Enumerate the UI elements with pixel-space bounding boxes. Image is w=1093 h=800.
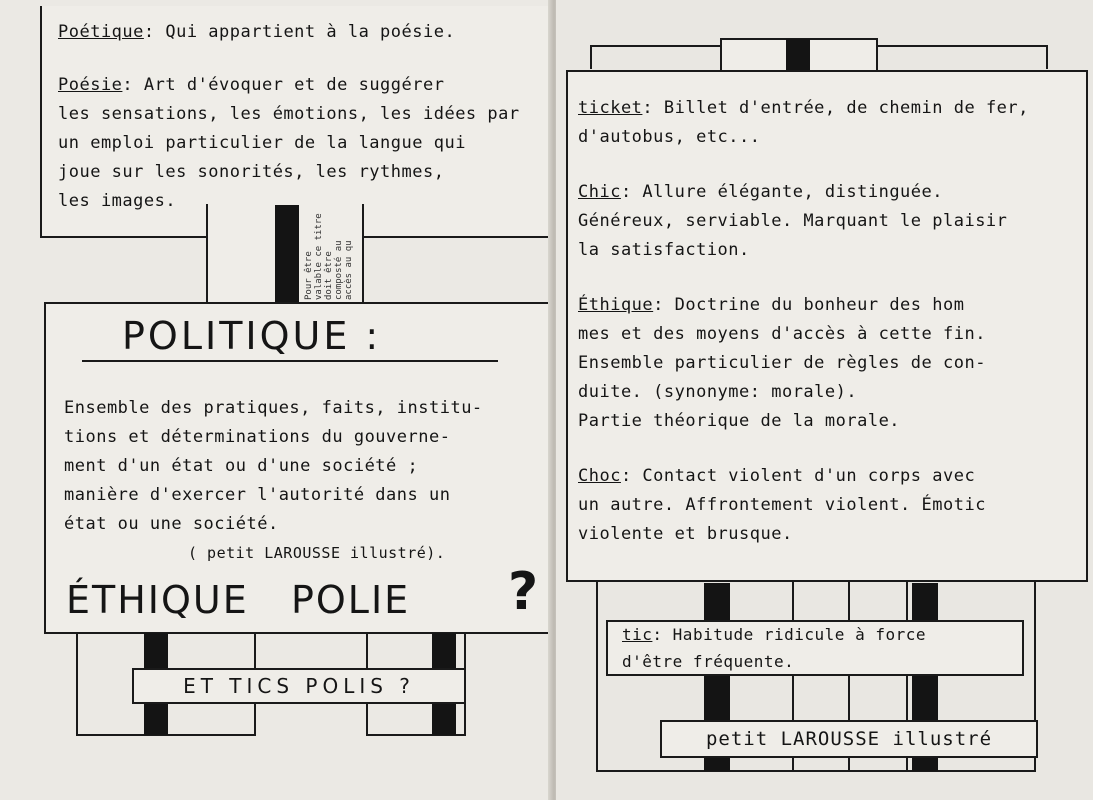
term-ethique: Éthique [578, 295, 654, 315]
term-choc: Choc [578, 466, 621, 486]
definition-chic: Chic: Allure élégante, distinguée. [578, 182, 943, 202]
larousse-source: petit LAROUSSE illustré [705, 727, 993, 750]
definition-choc: Choc: Contact violent d'un corps avec [578, 466, 976, 486]
definition-poetique: Poétique: Qui appartient à la poésie. [58, 22, 456, 42]
definitions-box-right: ticket: Billet d'entrée, de chemin de fer, d'autobus, etc... Chic: Allure élégante, distinguée. Généreux, serviable. Marquant le plaisir la satisfaction. Éthique: Doctrine du bonheur des hom mes et des moyens d'accès à cette fin. Ensemble particulier de règles de con- duite. (synonyme: morale). Partie théorique de la morale. Choc: Contact violent d'un corps avec un autre. Affrontement violent. Émotic violente et brusque. [566, 70, 1088, 582]
right-page [556, 0, 1093, 800]
term-poetique: Poétique [58, 22, 144, 42]
header-line-right-v [1046, 45, 1048, 69]
politique-source: ( petit LAROUSSE illustré). [188, 544, 446, 562]
heading-underline [82, 360, 498, 362]
definition-poesie: Poésie: Art d'évoquer et de suggérer [58, 75, 445, 95]
politique-heading: POLITIQUE : [122, 314, 382, 358]
term-chic: Chic [578, 182, 621, 202]
header-line-left-v [590, 45, 592, 69]
politique-box: POLITIQUE : Ensemble des pratiques, faits, institu- tions et déterminations du gouverne- ment d'un état ou d'une société ; manière d'exercer l'autorité dans un état ou une société. ( petit LAROUSSE illustré). ÉTHIQUE POLIE ? [44, 302, 550, 634]
stub-black-bar [275, 205, 299, 305]
tic-definition-box: tic: Habitude ridicule à force d'être fréquente. [606, 620, 1024, 676]
header-black-bar [786, 39, 810, 71]
tics-label: ET TICS POLIS ? [183, 674, 415, 698]
stub-validation-text: Pour être valable ce titre doit être composté au accès au qu [304, 213, 354, 300]
ethique-polie-title: ÉTHIQUE POLIE [66, 578, 411, 622]
tics-label-box [132, 668, 466, 704]
header-line-right [878, 45, 1048, 47]
definition-ethique: Éthique: Doctrine du bonheur des hom [578, 295, 965, 315]
header-line-left [590, 45, 720, 47]
definitions-box-poetique: Poétique: Qui appartient à la poésie. Poésie: Art d'évoquer et de suggérer les sensations, les émotions, les idées par un emploi particulier de la langue qui joue sur les sonorités, les rythmes, les images. [40, 6, 550, 238]
term-poesie: Poésie [58, 75, 123, 95]
question-mark: ? [508, 562, 539, 622]
definition-ticket: ticket: Billet d'entrée, de chemin de fer, [578, 98, 1029, 118]
term-ticket: ticket [578, 98, 643, 118]
larousse-source-box [660, 720, 1038, 758]
term-tic: tic [622, 625, 653, 644]
